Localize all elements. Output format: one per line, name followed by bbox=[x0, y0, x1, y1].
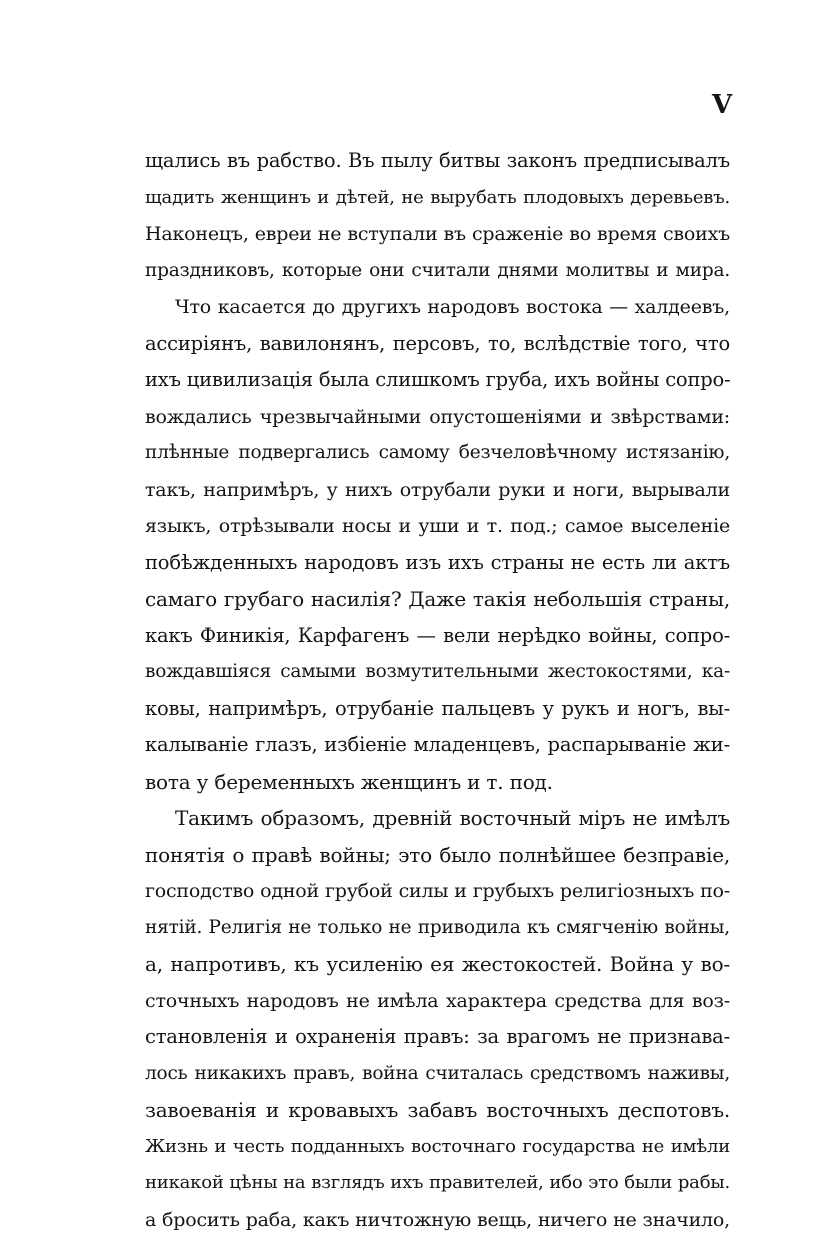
text-line: вождавшіяся самыми возмутительными жестокостями, ка- bbox=[145, 654, 730, 691]
text-line: становленія и охраненія правъ: за врагомъ не признава- bbox=[145, 1019, 730, 1056]
text-line: а, напротивъ, къ усиленію ея жестокостей. Война у во- bbox=[145, 946, 730, 983]
text-line: лось никакихъ правъ, война считалась средствомъ наживы, bbox=[145, 1056, 730, 1093]
text-line: какъ Финикія, Карфагенъ — вели нерѣдко войны, сопро- bbox=[145, 618, 730, 655]
text-line: Жизнь и честь подданныхъ восточнаго государства не имѣли bbox=[145, 1129, 730, 1166]
text-line: плѣнные подвергались самому безчеловѣчному истязанію, bbox=[145, 435, 730, 472]
text-line: сточныхъ народовъ не имѣла характера средства для воз- bbox=[145, 983, 730, 1020]
page-number: V bbox=[712, 90, 732, 120]
text-line: самаго грубаго насилія? Даже такія небольшія страны, bbox=[145, 581, 730, 618]
text-line: языкъ, отрѣзывали носы и уши и т. под.; самое выселеніе bbox=[145, 508, 730, 545]
text-line: ихъ цивилизація была слишкомъ груба, ихъ войны сопро- bbox=[145, 362, 730, 399]
text-line: завоеванія и кровавыхъ забавъ восточныхъ деспотовъ. bbox=[145, 1092, 730, 1129]
text-line: такъ, напримѣръ, у нихъ отрубали руки и ноги, вырывали bbox=[145, 472, 730, 509]
text-line: никакой цѣны на взглядъ ихъ правителей, ибо это были рабы. bbox=[145, 1165, 730, 1202]
text-line: ковы, напримѣръ, отрубаніе пальцевъ у рукъ и ногъ, вы- bbox=[145, 691, 730, 728]
text-line: Наконецъ, евреи не вступали въ сраженіе во время своихъ bbox=[145, 216, 730, 253]
text-line: щадить женщинъ и дѣтей, не вырубать плодовыхъ деревьевъ. bbox=[145, 180, 730, 217]
text-line: вождались чрезвычайными опустошеніями и звѣрствами: bbox=[145, 399, 730, 436]
text-line: нятій. Религія не только не приводила къ смягченію войны, bbox=[145, 910, 730, 947]
text-line: понятія о правѣ войны; это было полнѣйшее безправіе, bbox=[145, 837, 730, 874]
text-line: побѣжденныхъ народовъ изъ ихъ страны не есть ли актъ bbox=[145, 545, 730, 582]
text-line: щались въ рабство. Въ пылу битвы законъ предписывалъ bbox=[145, 143, 730, 180]
body-text bbox=[145, 143, 730, 1238]
text-line: Что касается до другихъ народовъ востока — халдеевъ, bbox=[145, 289, 730, 326]
text-line: праздниковъ, которые они считали днями молитвы и мира. bbox=[145, 253, 730, 290]
text-line: калываніе глазъ, избіеніе младенцевъ, распарываніе жи- bbox=[145, 727, 730, 764]
text-line: а бросить раба, какъ ничтожную вещь, ничего не значило, bbox=[145, 1202, 730, 1238]
text-line: ассиріянъ, вавилонянъ, персовъ, то, вслѣдствіе того, что bbox=[145, 326, 730, 363]
text-line: Такимъ образомъ, древній восточный міръ не имѣлъ bbox=[145, 800, 730, 837]
text-line: господство одной грубой силы и грубыхъ религіозныхъ по- bbox=[145, 873, 730, 910]
text-line: вота у беременныхъ женщинъ и т. под. bbox=[145, 764, 730, 801]
